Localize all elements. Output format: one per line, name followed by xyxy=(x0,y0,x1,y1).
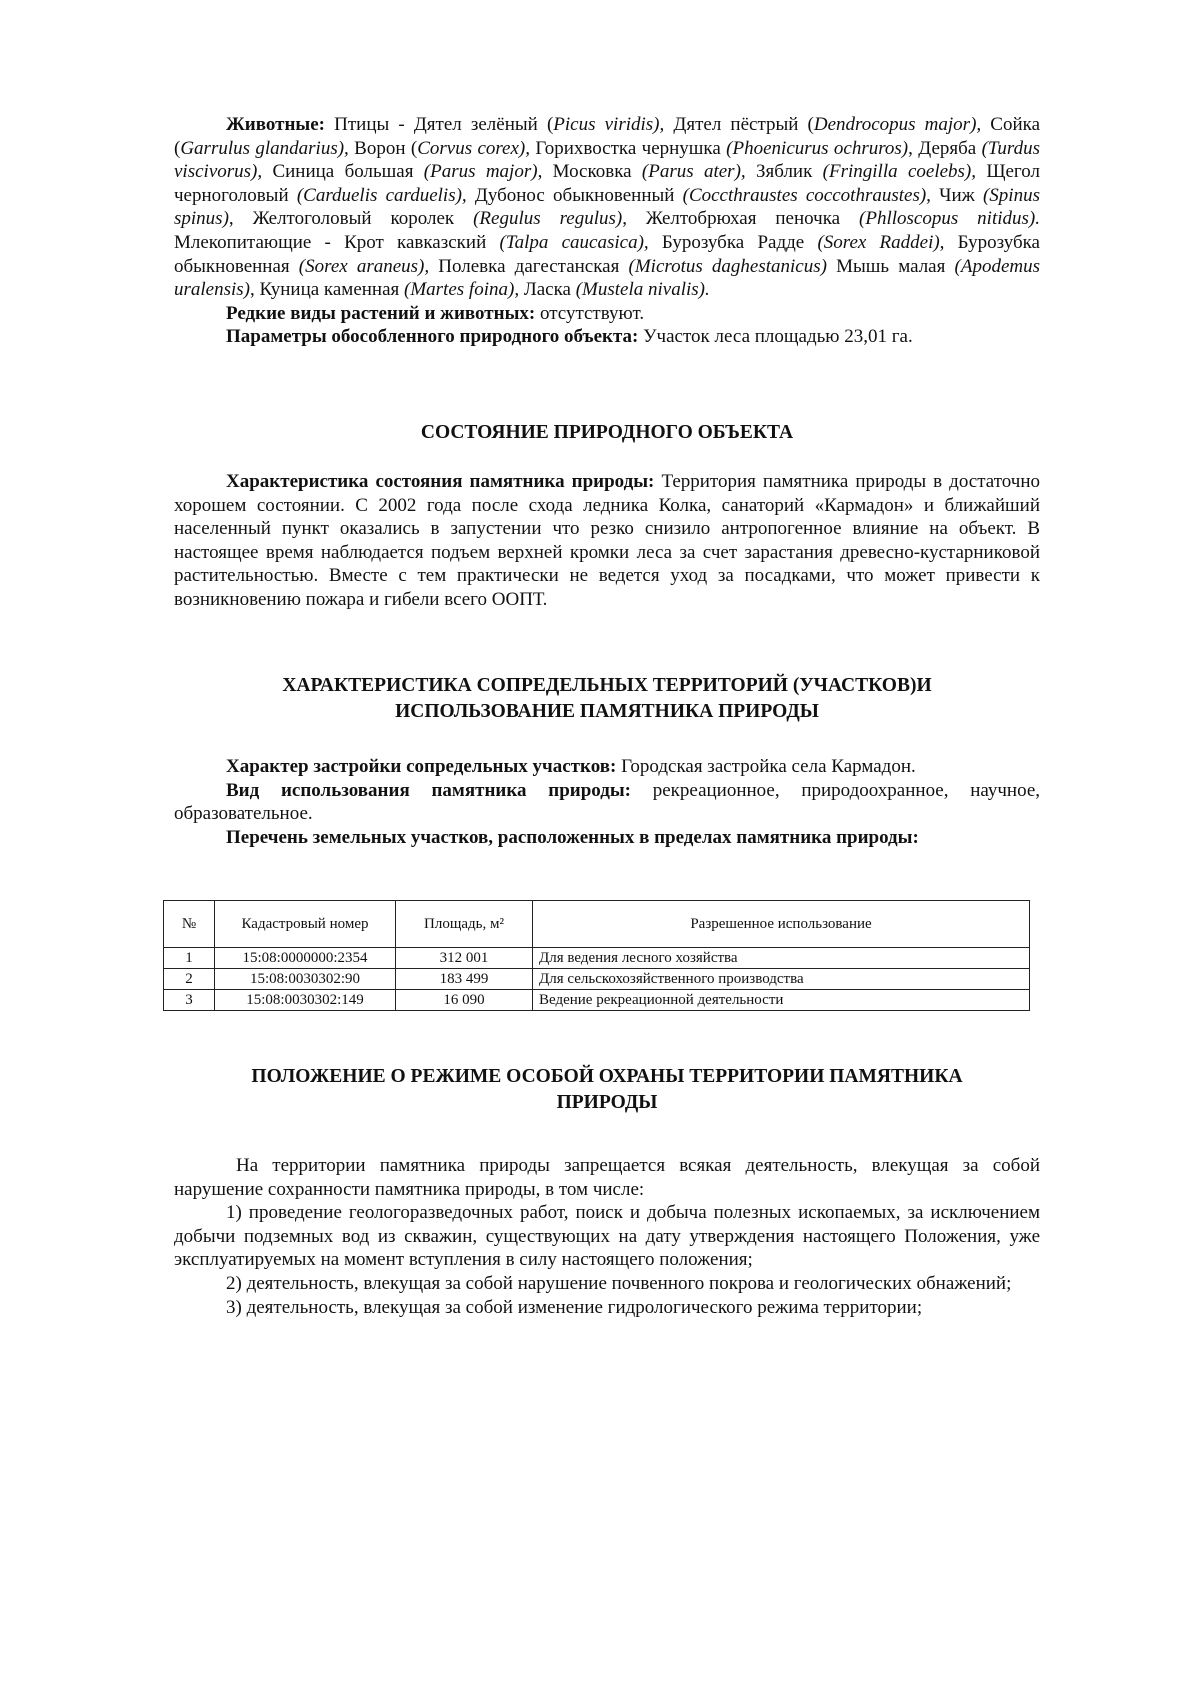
text-run: Ворон ( xyxy=(348,137,418,159)
latin-name: (Mustela nivalis). xyxy=(575,279,710,301)
cell-number: 2 xyxy=(164,969,215,990)
text-run: Щегол черноголовый xyxy=(174,161,1040,206)
heading-state: СОСТОЯНИЕ ПРИРОДНОГО ОБЪЕКТА xyxy=(420,422,794,443)
heading-adjacent-line2: ИСПОЛЬЗОВАНИЕ ПАМЯТНИКА ПРИРОДЫ xyxy=(395,701,819,722)
paragraph xyxy=(174,826,1040,850)
bold-label: Редкие виды растений и животных: xyxy=(226,302,536,324)
latin-name: (Phlloscopus nitidus). xyxy=(859,208,1040,230)
paragraph xyxy=(174,470,1040,612)
latin-name: (Carduelis carduelis), xyxy=(296,184,467,206)
heading-adjacent-line1: ХАРАКТЕРИСТИКА СОПРЕДЕЛЬНЫХ ТЕРРИТОРИЙ (УЧАСТКОВ)И xyxy=(282,675,932,696)
bold-label: Животные: xyxy=(226,114,325,135)
text-run: Птицы - Дятел зелёный ( xyxy=(325,114,554,135)
text-run: Зяблик xyxy=(745,161,823,183)
table-header-row xyxy=(164,901,1030,948)
text-run: 3) деятельность, влекущая за собой изменение гидрологического режима территории; xyxy=(226,1296,923,1318)
cell-usage: Для сельскохозяйственного производства xyxy=(533,969,1030,990)
text-run: Территория памятника природы в достаточно хорошем состоянии. С 2002 года после схода ледника Колка, санаторий «Кармадон» и ближайший населенный пункт оказались в запустении что резко снизило антропогенное влияние на объект. В настоящее время наблюдается подъем верхней кромки леса за счет зарастания древесно-кустарниковой растительностью. Вместе с тем практически не ведется уход за посадками, что может привести к возникновению пожара и гибели всего ООПТ. xyxy=(174,471,1040,610)
paragraph xyxy=(174,755,1040,779)
text-run: Бурозубка Радде xyxy=(648,231,818,253)
paragraph xyxy=(174,302,1040,326)
latin-name: (Turdus viscivorus), xyxy=(174,137,1041,183)
latin-name: (Microtus daghestanicus) xyxy=(628,255,827,277)
cell-area: 183 499 xyxy=(396,969,533,990)
table-row xyxy=(164,990,1030,1011)
cell-cadastral: 15:08:0030302:149 xyxy=(215,990,396,1011)
text-run: Горихвостка чернушка xyxy=(530,137,727,159)
bold-label: Характеристика состояния памятника природы: xyxy=(226,471,655,492)
latin-name: (Parus major) xyxy=(423,161,538,183)
latin-name: (Martes foina), xyxy=(404,279,520,301)
col-cadastral: Кадастровый номер xyxy=(215,901,396,948)
text-run: , Деряба xyxy=(908,137,982,159)
text-run: Сойка ( xyxy=(174,114,1040,159)
text-run: Дятел пёстрый ( xyxy=(664,114,814,135)
section-fauna xyxy=(174,113,1040,349)
latin-name: (Phoenicurus ochruros) xyxy=(726,137,909,159)
latin-name: Dendrocopus major), xyxy=(813,114,982,135)
paragraph xyxy=(174,325,1040,349)
text-run: , Куница каменная xyxy=(250,279,405,301)
text-run: 2) деятельность, влекущая за собой нарушение почвенного покрова и геологических обнажений; xyxy=(226,1272,1012,1294)
section-adjacent xyxy=(174,673,1040,849)
paragraph xyxy=(174,1201,1040,1272)
state-text xyxy=(174,470,1040,612)
paragraph xyxy=(174,113,1040,302)
bold-label: Характер застройки сопредельных участков: xyxy=(226,756,617,777)
text-run: Ласка xyxy=(519,279,576,301)
latin-name: (Apodemus uralensis) xyxy=(174,255,1040,301)
text-run: Чиж xyxy=(930,184,983,206)
text-run: , Желтоголовый королек xyxy=(228,208,474,230)
cell-usage: Ведение рекреационной деятельности xyxy=(533,990,1030,1011)
text-run: На территории памятника природы запрещается всякая деятельность, влекущая за собой нарушение сохранности памятника природы, в том числе: xyxy=(174,1155,1040,1200)
latin-name: (Regulus regulus) xyxy=(473,208,623,230)
cell-area: 16 090 xyxy=(396,990,533,1011)
text-run: Мышь малая xyxy=(826,255,955,277)
text-run: Млекопитающие - Крот кавказский xyxy=(174,231,500,253)
paragraph xyxy=(174,779,1040,826)
bold-label: Перечень земельных участков, расположенных в пределах памятника природы: xyxy=(226,826,919,848)
text-run: Участок леса площадью 23,01 га. xyxy=(638,326,913,348)
adjacent-text xyxy=(174,755,1040,849)
text-run: Бурозубка обыкновенная xyxy=(174,231,1040,277)
cell-area: 312 001 xyxy=(396,948,533,969)
text-run: 1) проведение геологоразведочных работ, поиск и добыча полезных ископаемых, за исключением добычи подземных вод из скважин, существующих на дату утверждения настоящего Положения, уже эксплуатируемых на момент вступления в силу настоящего положения; xyxy=(174,1202,1040,1271)
paragraph xyxy=(174,1296,1040,1320)
latin-name: (Sorex Raddei), xyxy=(817,231,945,253)
cell-usage: Для ведения лесного хозяйства xyxy=(533,948,1030,969)
text-run: , Московка xyxy=(537,161,642,183)
cell-number: 3 xyxy=(164,990,215,1011)
heading-regime-line1: ПОЛОЖЕНИЕ О РЕЖИМЕ ОСОБОЙ ОХРАНЫ ТЕРРИТОРИИ ПАМЯТНИКА xyxy=(251,1066,963,1087)
section-state xyxy=(174,420,1040,612)
text-run: рекреационное, природоохранное, научное, образовательное. xyxy=(174,779,1041,825)
latin-name: (Talpa caucasica), xyxy=(499,231,649,253)
heading-regime-line2: ПРИРОДЫ xyxy=(556,1092,658,1113)
col-usage: Разрешенное использование xyxy=(533,901,1030,948)
section-regime xyxy=(174,1064,1040,1319)
regime-text xyxy=(174,1154,1040,1319)
latin-name: Garrulus glandarius), xyxy=(180,137,349,159)
latin-name: Picus viridis), xyxy=(553,114,665,135)
text-run: Городская застройка села Кармадон. xyxy=(616,756,916,777)
text-run: Дубонос обыкновенный xyxy=(466,184,683,206)
latin-name: (Fringilla coelebs), xyxy=(822,161,976,183)
text-run: , Желтобрюхая пеночка xyxy=(622,208,860,230)
bold-label: Параметры обособленного природного объекта: xyxy=(226,326,639,348)
col-area: Площадь, м² xyxy=(396,901,533,948)
paragraph xyxy=(174,1154,1040,1201)
table-row xyxy=(164,948,1030,969)
latin-name: (Sorex araneus), xyxy=(298,255,430,277)
cell-number: 1 xyxy=(164,948,215,969)
land-plots-table xyxy=(163,900,1030,1011)
paragraph xyxy=(174,1272,1040,1296)
latin-name: (Parus ater), xyxy=(641,161,746,183)
table-row xyxy=(164,969,1030,990)
latin-name: (Spinus spinus) xyxy=(174,184,1040,230)
cell-cadastral: 15:08:0000000:2354 xyxy=(215,948,396,969)
latin-name: Corvus corex), xyxy=(417,137,531,159)
text-run: Синица большая xyxy=(262,161,424,183)
cell-cadastral: 15:08:0030302:90 xyxy=(215,969,396,990)
latin-name: (Coccthraustes coccothraustes), xyxy=(682,184,931,206)
text-run: Полевка дагестанская xyxy=(429,255,629,277)
col-number: № xyxy=(164,901,215,948)
text-run: отсутствуют. xyxy=(535,302,645,324)
bold-label: Вид использования памятника природы: xyxy=(226,779,632,801)
